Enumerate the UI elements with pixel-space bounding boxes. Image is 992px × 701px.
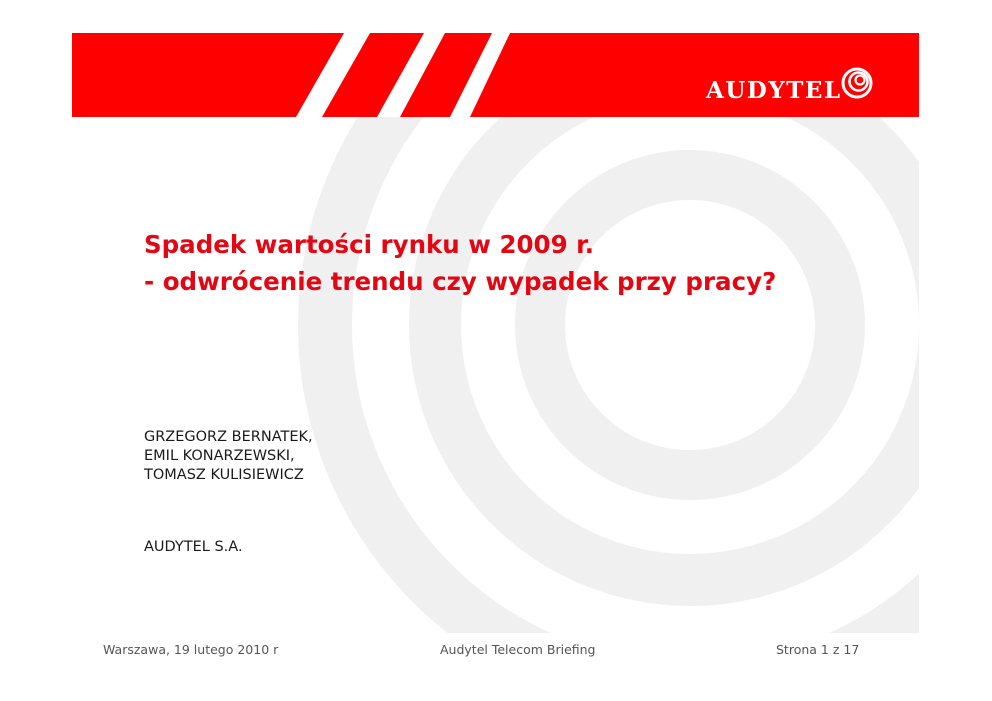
author-name: GRZEGORZ BERNATEK,	[144, 429, 313, 445]
logo-text: AUDYTEL	[706, 77, 842, 104]
authors-list	[144, 428, 313, 485]
audytel-logo	[706, 74, 874, 104]
slide-title	[144, 226, 776, 300]
author-name: EMIL KONARZEWSKI,	[144, 448, 295, 464]
footer-place-date: Warszawa, 19 lutego 2010 r	[103, 642, 279, 657]
footer-page-number: Strona 1 z 17	[776, 642, 860, 657]
concentric-rings-logo-icon	[840, 66, 874, 100]
title-line-2: - odwrócenie trendu czy wypadek przy pracy?	[144, 267, 777, 296]
title-line-1: Spadek wartości rynku w 2009 r.	[144, 230, 595, 259]
background-ring-middle	[435, 70, 945, 580]
author-name: TOMASZ KULISIEWICZ	[144, 467, 304, 483]
background-ring-inner	[540, 175, 840, 475]
footer-event-name: Audytel Telecom Briefing	[440, 642, 596, 657]
company-name: AUDYTEL S.A.	[144, 539, 243, 555]
